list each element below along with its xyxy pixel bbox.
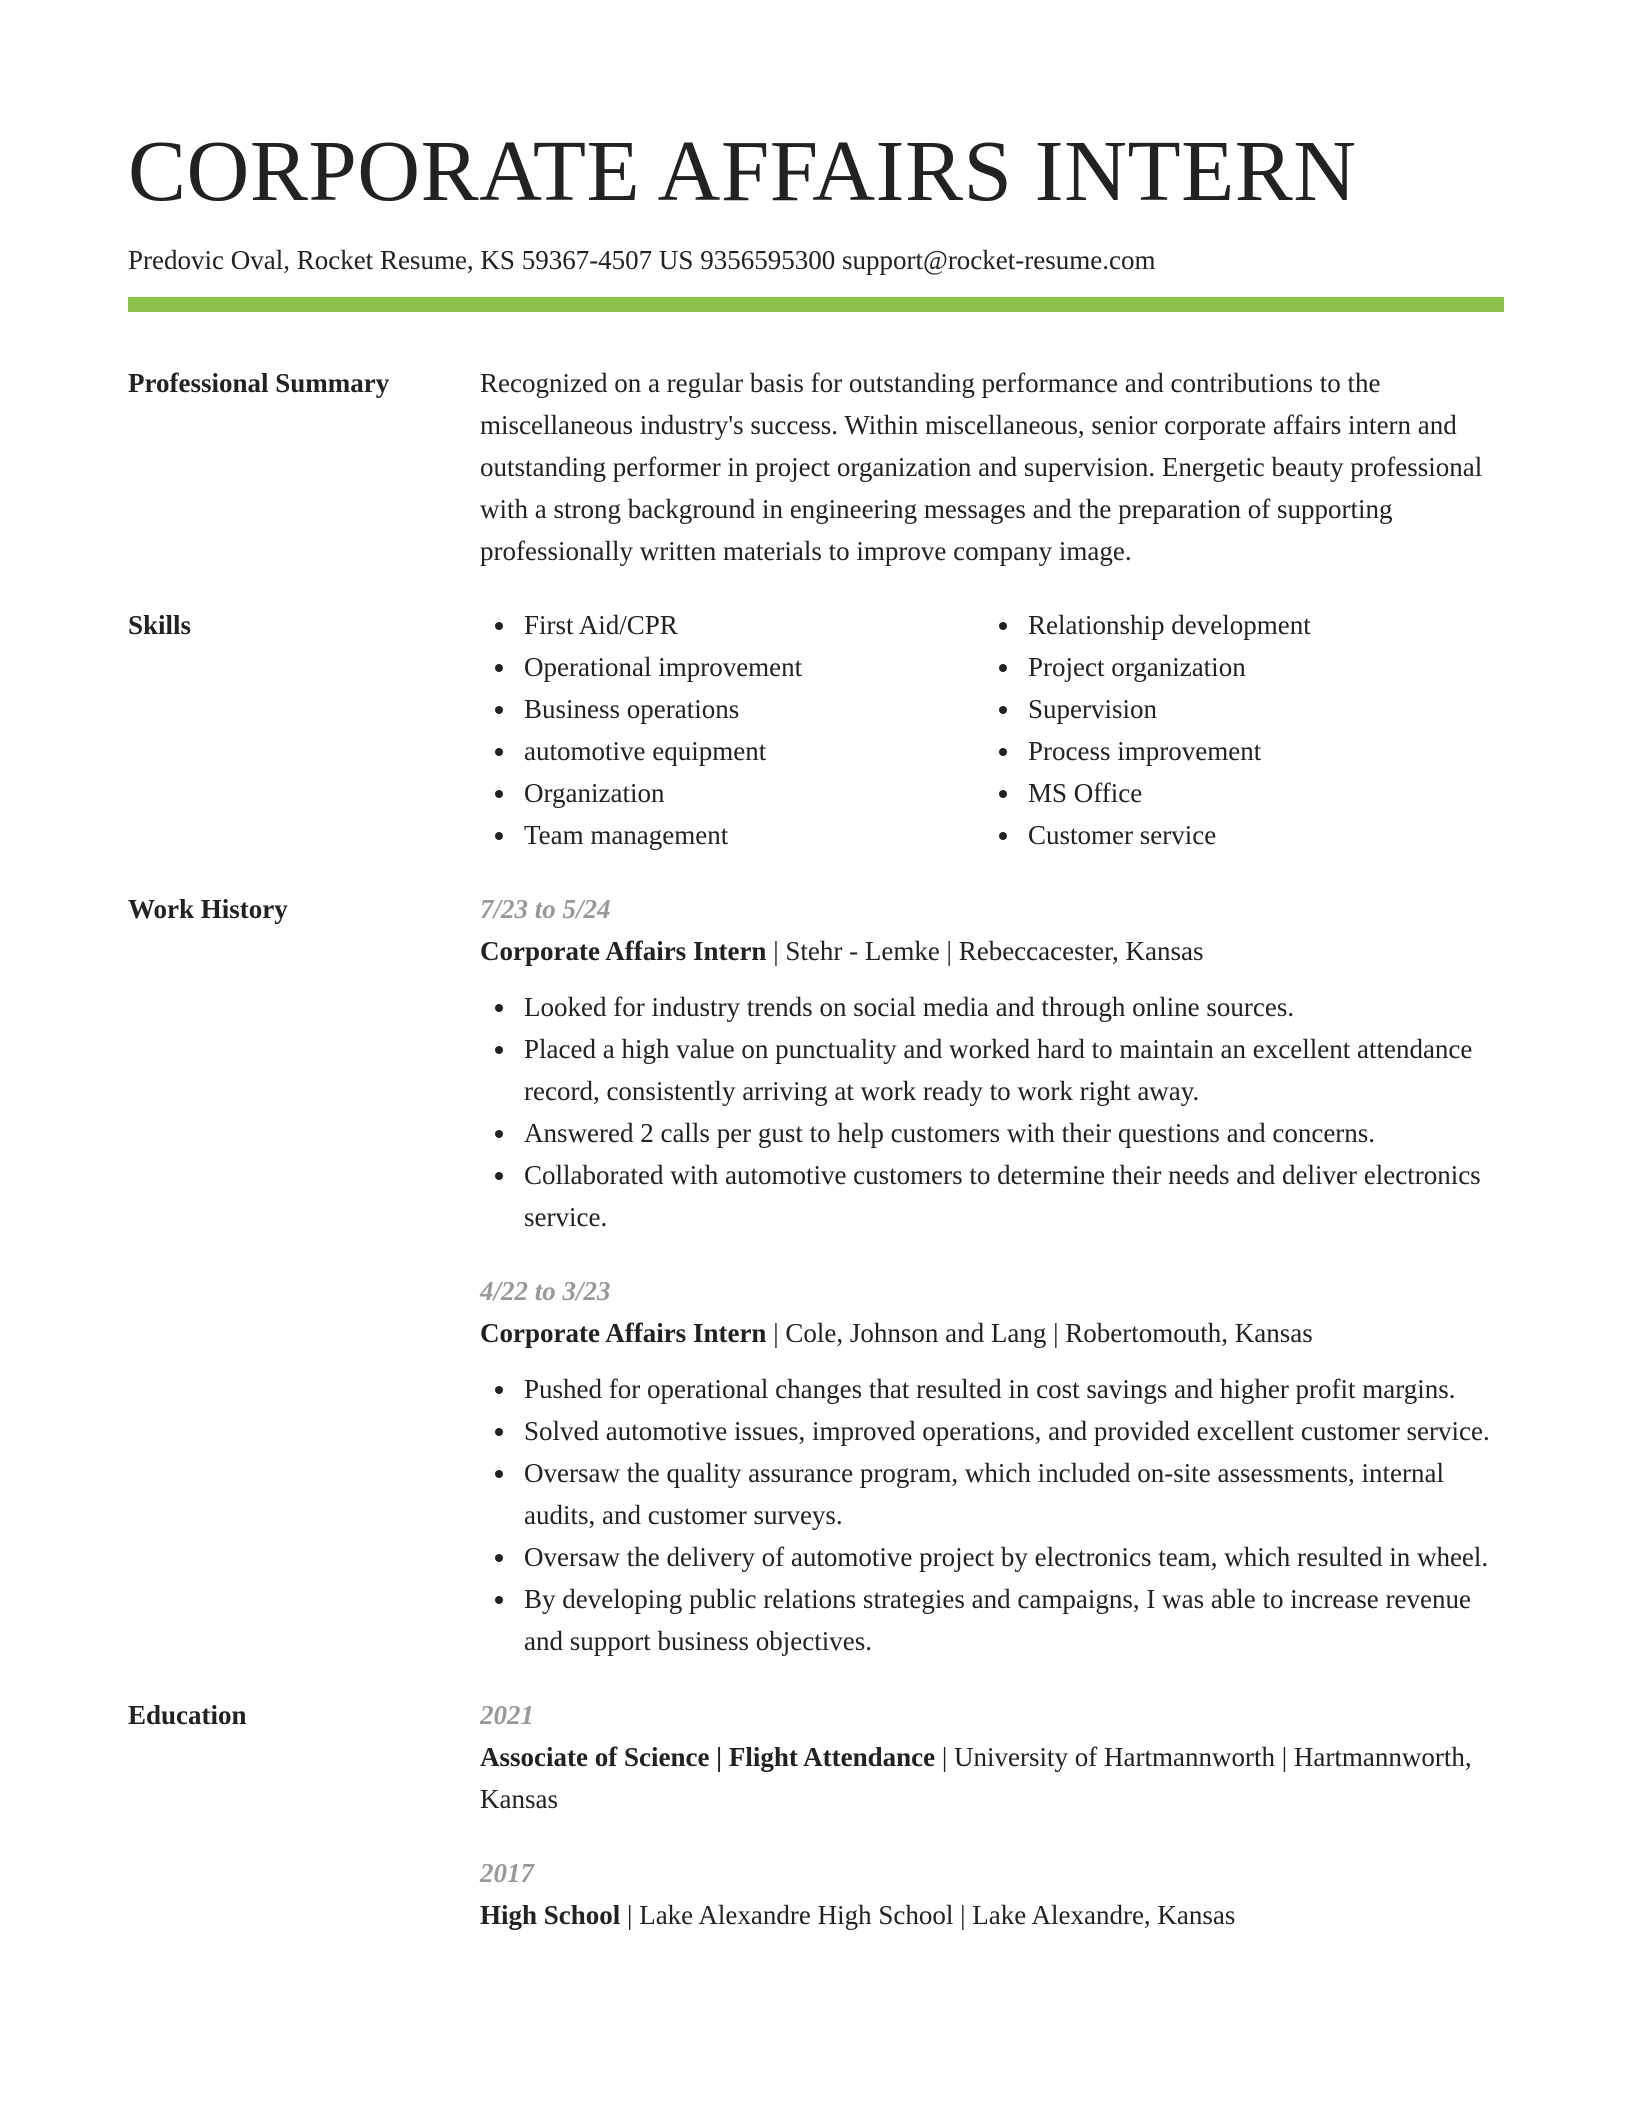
job-title-line (480, 1312, 1504, 1354)
candidate-name: CORPORATE AFFAIRS INTERN (128, 122, 1357, 219)
education-line (480, 1736, 1504, 1820)
work-history-section (128, 888, 1504, 1662)
education-entry (480, 1694, 1504, 1820)
work-history-heading: Work History (128, 894, 288, 924)
contact-line (128, 242, 1504, 278)
job-details: | Cole, Johnson and Lang | Robertomouth, Kansas (766, 1318, 1313, 1348)
skills-grid (480, 604, 1528, 856)
job-bullet: Answered 2 calls per gust to help customers with their questions and concerns. (524, 1112, 1504, 1154)
education-details: | Lake Alexandre High School | Lake Alexandre, Kansas (620, 1900, 1236, 1930)
degree: High School (480, 1900, 621, 1930)
skill-item: automotive equipment (524, 730, 984, 772)
education-year: 2021 (480, 1700, 534, 1730)
resume-page (128, 0, 1504, 1936)
degree: Associate of Science | Flight Attendance (480, 1742, 936, 1772)
job-bullet: Oversaw the quality assurance program, which included on-site assessments, internal audits, and customer surveys. (524, 1452, 1504, 1536)
job-title-line (480, 930, 1504, 972)
job-title: Corporate Affairs Intern (480, 1318, 767, 1348)
summary-section (128, 362, 1504, 572)
job-bullet: Solved automotive issues, improved operations, and provided excellent customer service. (524, 1410, 1504, 1452)
email: support@rocket-resume.com (841, 245, 1156, 275)
job-bullets (480, 986, 1504, 1238)
summary-heading: Professional Summary (128, 368, 390, 398)
skill-item: Customer service (1028, 814, 1528, 856)
education-details: | University of Hartmannworth | Hartmannworth, Kansas (480, 1742, 1472, 1814)
summary-text: Recognized on a regular basis for outstanding performance and contributions to the miscellaneous industry's success. Within miscellaneous, senior corporate affairs intern and outstanding performer in project organization and supervision. Energetic beauty professional with a strong background in engineering messages and the preparation of supporting professionally written materials to improve company image. (480, 368, 1483, 566)
skill-item: MS Office (1028, 772, 1528, 814)
skill-item: First Aid/CPR (524, 604, 984, 646)
job-title: Corporate Affairs Intern (480, 936, 767, 966)
skill-item: Supervision (1028, 688, 1528, 730)
job-entry (480, 888, 1504, 1238)
education-section (128, 1694, 1504, 1936)
job-details: | Stehr - Lemke | Rebeccacester, Kansas (766, 936, 1204, 966)
phone: 9356595300 (700, 245, 836, 275)
skills-column-right (984, 604, 1528, 856)
job-bullet: Placed a high value on punctuality and worked hard to maintain an excellent attendance record, consistently arriving at work ready to work right away. (524, 1028, 1504, 1112)
job-bullet: Collaborated with automotive customers to determine their needs and deliver electronics service. (524, 1154, 1504, 1238)
job-bullet: Pushed for operational changes that resulted in cost savings and higher profit margins. (524, 1368, 1504, 1410)
skills-column-left (480, 604, 984, 856)
job-bullet: Looked for industry trends on social media and through online sources. (524, 986, 1504, 1028)
job-bullet: By developing public relations strategies and campaigns, I was able to increase revenue and support business objectives. (524, 1578, 1504, 1662)
work-history-body (480, 888, 1504, 1662)
accent-divider (128, 297, 1504, 312)
skill-item: Relationship development (1028, 604, 1528, 646)
skill-item: Operational improvement (524, 646, 984, 688)
skill-item: Team management (524, 814, 984, 856)
job-bullet: Oversaw the delivery of automotive project by electronics team, which resulted in wheel. (524, 1536, 1504, 1578)
education-heading: Education (128, 1700, 247, 1730)
job-bullets (480, 1368, 1504, 1662)
skill-item: Business operations (524, 688, 984, 730)
education-entry (480, 1852, 1504, 1936)
address: Predovic Oval, Rocket Resume, KS 59367-4507 US (128, 245, 694, 275)
skill-item: Organization (524, 772, 984, 814)
skills-section (128, 604, 1504, 856)
education-year: 2017 (480, 1858, 534, 1888)
education-line (480, 1894, 1504, 1936)
skill-item: Process improvement (1028, 730, 1528, 772)
skill-item: Project organization (1028, 646, 1528, 688)
job-entry (480, 1270, 1504, 1662)
education-body (480, 1694, 1504, 1936)
skills-heading: Skills (128, 610, 192, 640)
skills-body (480, 604, 1528, 856)
job-dates: 4/22 to 3/23 (480, 1276, 611, 1306)
job-dates: 7/23 to 5/24 (480, 894, 611, 924)
